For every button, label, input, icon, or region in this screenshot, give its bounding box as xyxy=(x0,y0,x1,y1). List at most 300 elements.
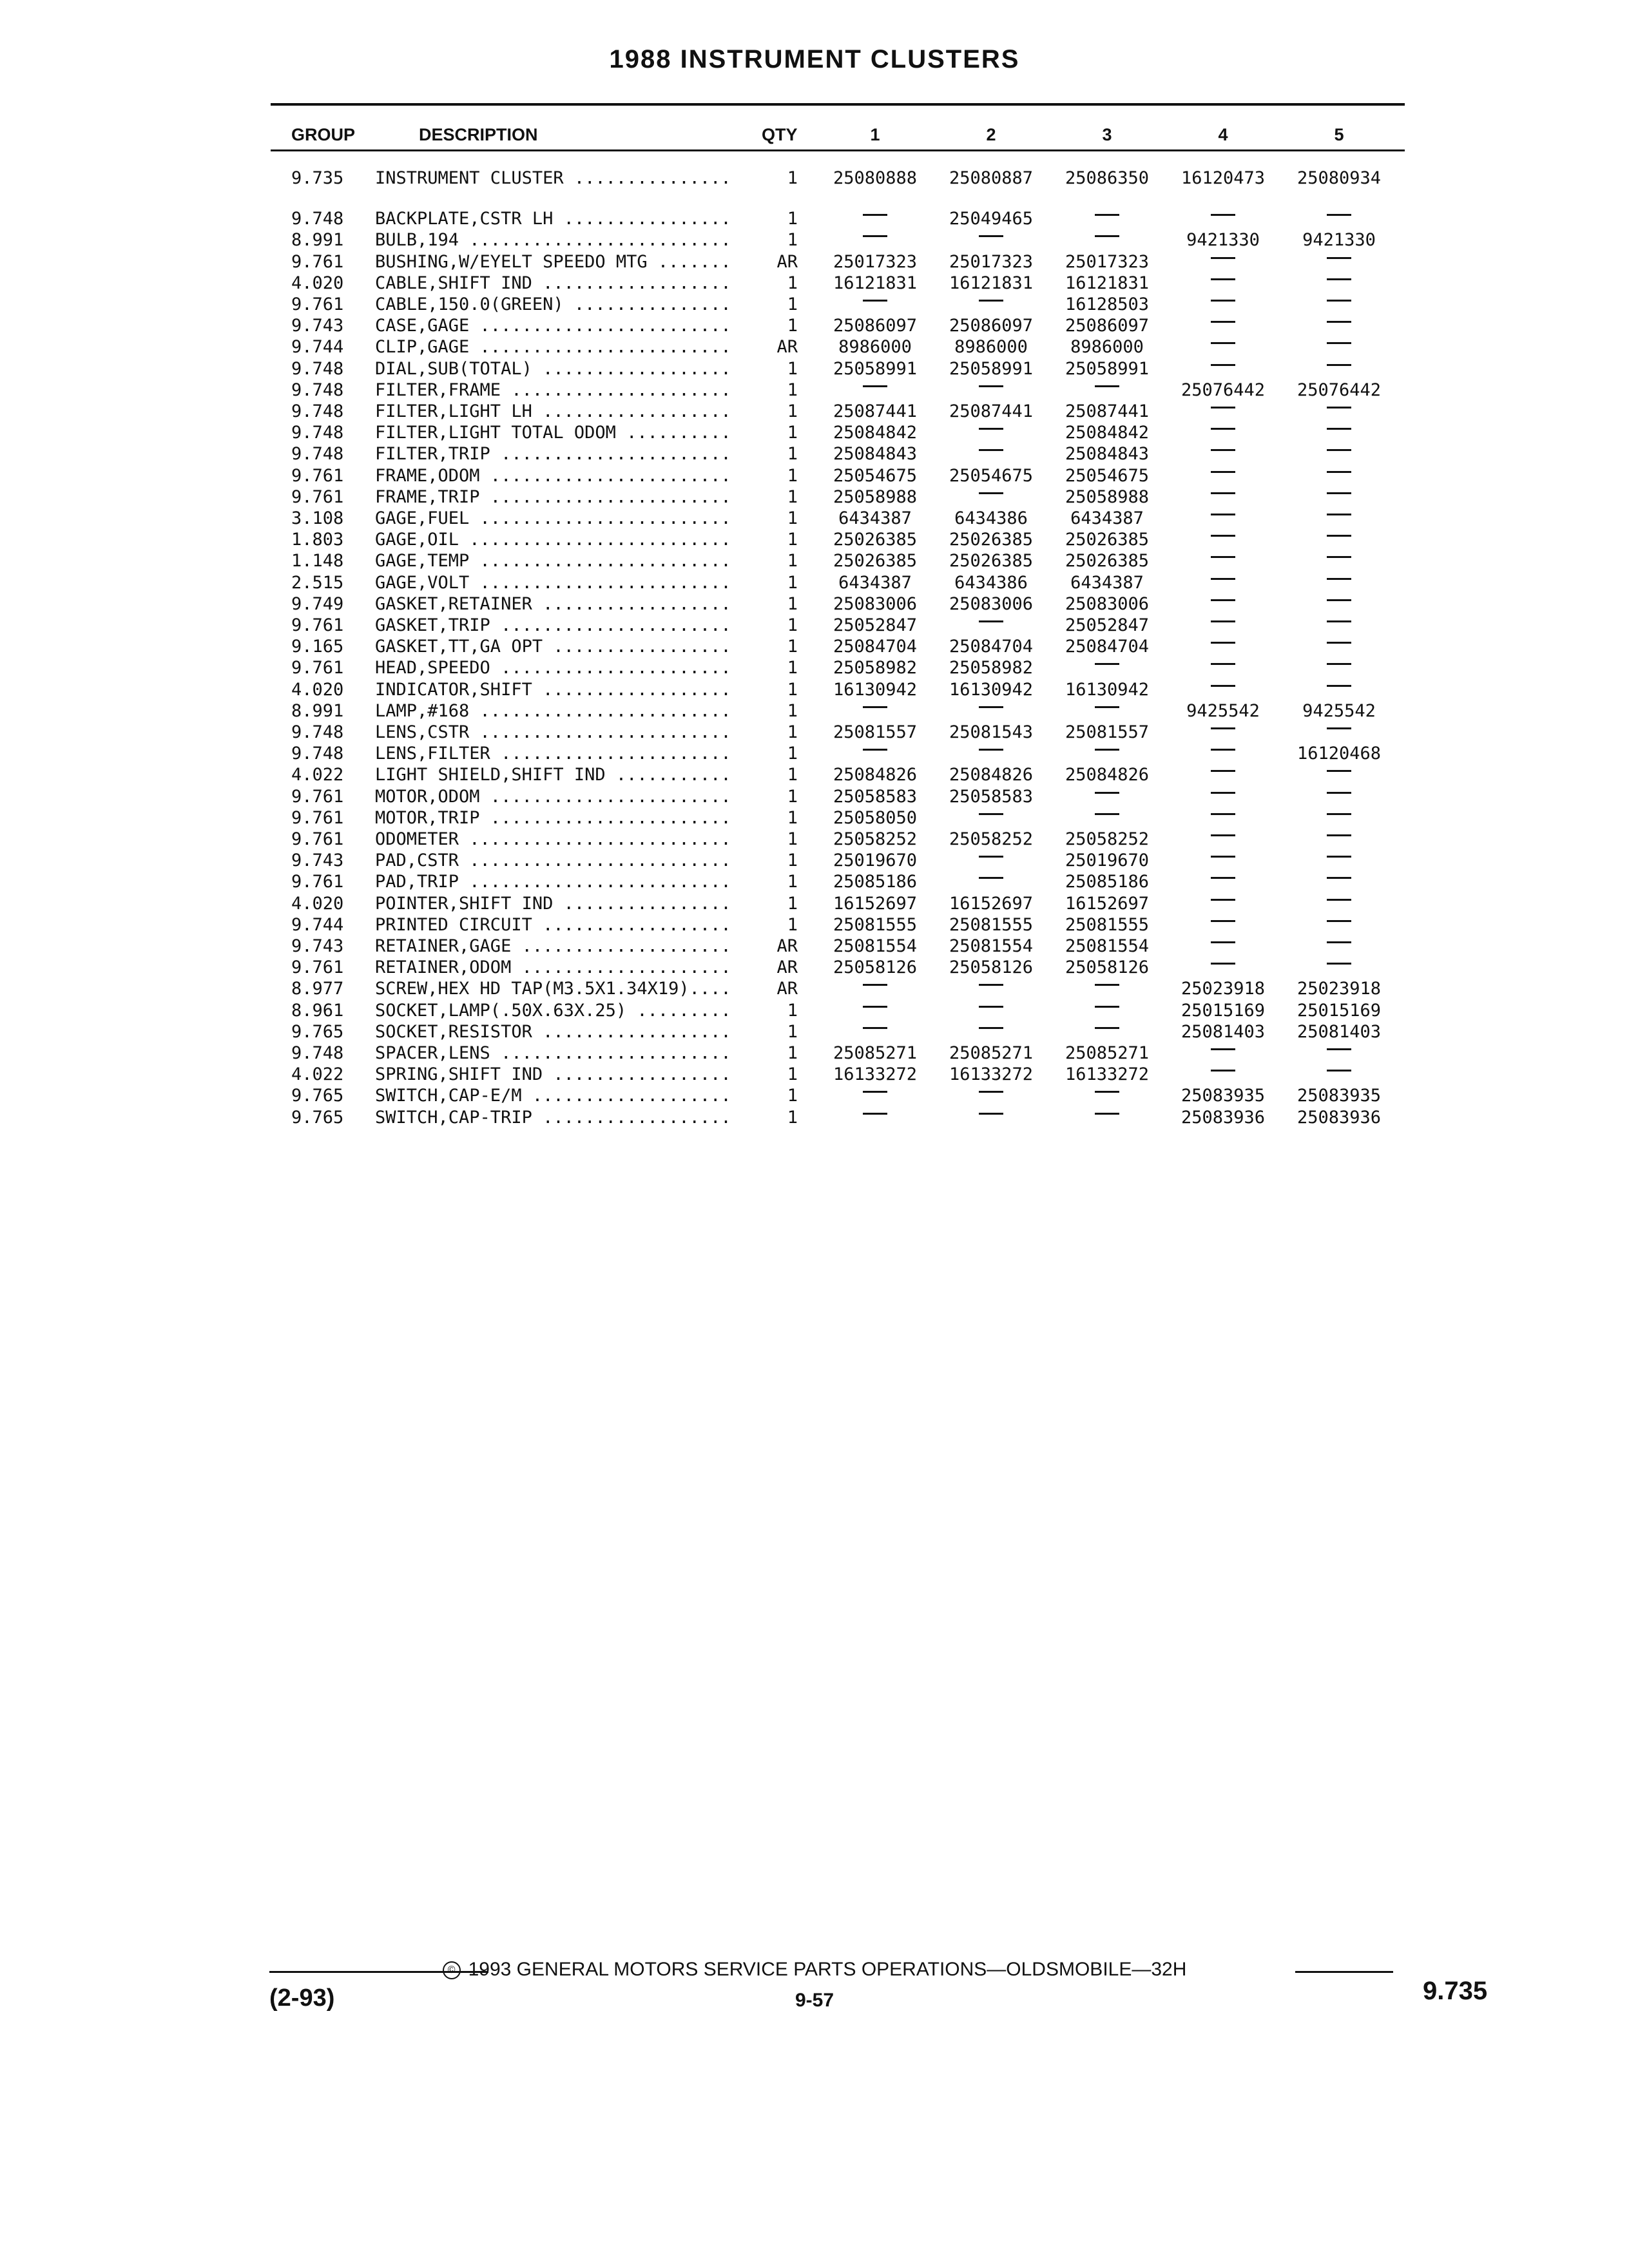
dash-mark xyxy=(863,984,887,986)
dash-mark xyxy=(1327,899,1351,901)
group-cell: 1.148 xyxy=(291,551,344,572)
part-number-cell: 16130942 xyxy=(1065,679,1150,700)
dash-mark xyxy=(1327,428,1351,430)
group-cell: 9.165 xyxy=(291,637,344,657)
description-cell: GAGE,OIL ......................... xyxy=(375,530,731,550)
description-cell: FILTER,FRAME ..................... xyxy=(375,380,731,400)
empty-dash-cell xyxy=(817,978,933,999)
part-number-cell: 25054675 xyxy=(833,465,918,486)
dash-mark xyxy=(1327,278,1351,280)
dash-mark xyxy=(979,385,1003,387)
description-cell: SPACER,LENS ...................... xyxy=(375,1043,731,1063)
part-number-cell: 25058991 xyxy=(1065,358,1150,379)
qty-cell: 1 xyxy=(787,893,798,914)
dash-mark xyxy=(1211,578,1235,580)
part-number-cell: 25085186 xyxy=(833,872,918,892)
group-cell: 9.744 xyxy=(291,337,344,358)
part-number-cell: 25017323 xyxy=(1065,251,1150,272)
group-cell: 9.761 xyxy=(291,615,344,635)
group-cell: 8.991 xyxy=(291,230,344,251)
empty-dash-cell xyxy=(1165,251,1281,273)
empty-dash-cell xyxy=(933,807,1049,829)
group-cell: 4.020 xyxy=(291,893,344,914)
dash-mark xyxy=(1211,364,1235,366)
dash-mark xyxy=(979,1091,1003,1093)
part-number-cell: 25026385 xyxy=(1065,530,1150,550)
empty-dash-cell xyxy=(1165,550,1281,572)
group-cell: 9.761 xyxy=(291,486,344,507)
empty-dash-cell xyxy=(1281,593,1397,615)
dash-mark xyxy=(1211,813,1235,815)
empty-dash-cell xyxy=(1049,208,1165,229)
dash-mark xyxy=(1327,556,1351,558)
part-number-cell: 25083935 xyxy=(1296,1086,1382,1106)
part-number-cell: 25017323 xyxy=(949,251,1034,272)
empty-dash-cell xyxy=(1165,1064,1281,1085)
group-cell: 9.761 xyxy=(291,872,344,892)
copyright-icon: © xyxy=(443,1961,461,1979)
part-number-cell: 25086350 xyxy=(1065,168,1150,188)
qty-cell: 1 xyxy=(787,444,798,465)
part-number-cell: 25026385 xyxy=(1065,551,1150,572)
part-number-cell: 25084826 xyxy=(833,765,918,785)
dash-mark xyxy=(863,214,887,216)
description-cell: GASKET,TT,GA OPT ................. xyxy=(375,637,731,657)
part-number-cell: 25019670 xyxy=(1065,850,1150,871)
part-number-cell: 25017323 xyxy=(833,251,918,272)
dash-mark xyxy=(863,385,887,387)
qty-cell: 1 xyxy=(787,679,798,700)
empty-dash-cell xyxy=(1281,358,1397,380)
empty-dash-cell xyxy=(1165,871,1281,892)
group-cell: 9.761 xyxy=(291,658,344,678)
part-number-cell: 25015169 xyxy=(1296,1000,1382,1021)
group-cell: 9.761 xyxy=(291,786,344,807)
top-rule xyxy=(271,103,1405,106)
header-description: DESCRIPTION xyxy=(419,125,538,144)
dash-mark xyxy=(1095,1091,1119,1093)
qty-cell: AR xyxy=(776,979,798,999)
group-cell: 9.748 xyxy=(291,444,344,465)
dash-mark xyxy=(1095,663,1119,665)
description-cell: GAGE,VOLT ........................ xyxy=(375,572,731,593)
group-cell: 9.748 xyxy=(291,722,344,742)
part-number-cell: 25085271 xyxy=(1065,1043,1150,1063)
part-number-cell: 25058126 xyxy=(833,957,918,978)
dash-mark xyxy=(1211,663,1235,665)
description-cell: SOCKET,RESISTOR .................. xyxy=(375,1021,731,1042)
group-cell: 9.761 xyxy=(291,294,344,314)
part-number-cell: 25083006 xyxy=(833,593,918,614)
dash-mark xyxy=(1095,706,1119,708)
description-cell: BACKPLATE,CSTR LH ................ xyxy=(375,209,731,229)
part-number-cell: 8986000 xyxy=(954,337,1028,358)
qty-cell: 1 xyxy=(787,168,798,188)
part-number-cell: 25084826 xyxy=(1065,765,1150,785)
qty-cell: 1 xyxy=(787,850,798,871)
part-number-cell: 25023918 xyxy=(1181,979,1266,999)
empty-dash-cell xyxy=(1281,486,1397,508)
dash-mark xyxy=(1211,278,1235,280)
description-cell: POINTER,SHIFT IND ................ xyxy=(375,893,731,914)
empty-dash-cell xyxy=(933,615,1049,636)
dash-mark xyxy=(979,620,1003,622)
dash-mark xyxy=(979,428,1003,430)
dash-mark xyxy=(1327,364,1351,366)
group-cell: 8.961 xyxy=(291,1000,344,1021)
empty-dash-cell xyxy=(817,700,933,722)
part-number-cell: 25084826 xyxy=(949,765,1034,785)
empty-dash-cell xyxy=(1281,807,1397,829)
qty-cell: 1 xyxy=(787,637,798,657)
part-number-cell: 16121831 xyxy=(1065,273,1150,293)
qty-cell: 1 xyxy=(787,1086,798,1106)
dash-mark xyxy=(979,235,1003,237)
dash-mark xyxy=(1211,792,1235,794)
empty-dash-cell xyxy=(1281,829,1397,850)
empty-dash-cell xyxy=(1281,465,1397,486)
empty-dash-cell xyxy=(1281,1064,1397,1085)
dash-mark xyxy=(1211,685,1235,687)
part-number-cell: 25052847 xyxy=(833,615,918,635)
group-cell: 3.108 xyxy=(291,508,344,528)
part-number-cell: 25058583 xyxy=(833,786,918,807)
empty-dash-cell xyxy=(1165,957,1281,978)
part-number-cell: 25026385 xyxy=(949,530,1034,550)
empty-dash-cell xyxy=(817,1021,933,1043)
empty-dash-cell xyxy=(1281,657,1397,678)
dash-mark xyxy=(979,1113,1003,1115)
qty-cell: 1 xyxy=(787,530,798,550)
dash-mark xyxy=(1327,792,1351,794)
description-cell: LAMP,#168 ........................ xyxy=(375,700,731,721)
empty-dash-cell xyxy=(1165,294,1281,315)
qty-cell: AR xyxy=(776,936,798,956)
dash-mark xyxy=(1327,300,1351,302)
empty-dash-cell xyxy=(1281,550,1397,572)
part-number-cell: 25081557 xyxy=(1065,722,1150,742)
dash-mark xyxy=(1095,214,1119,216)
empty-dash-cell xyxy=(1165,829,1281,850)
group-cell: 9.761 xyxy=(291,807,344,828)
group-cell: 1.803 xyxy=(291,530,344,550)
group-cell: 4.020 xyxy=(291,679,344,700)
part-number-cell: 25084704 xyxy=(833,637,918,657)
part-number-cell: 25076442 xyxy=(1181,380,1266,400)
dash-mark xyxy=(1327,877,1351,879)
part-number-cell: 25080888 xyxy=(833,168,918,188)
empty-dash-cell xyxy=(1165,358,1281,380)
description-cell: ODOMETER ......................... xyxy=(375,829,731,849)
part-number-cell: 16152697 xyxy=(949,893,1034,914)
dash-mark xyxy=(1095,984,1119,986)
description-cell: SWITCH,CAP-E/M ................... xyxy=(375,1086,731,1106)
empty-dash-cell xyxy=(933,978,1049,999)
qty-cell: 1 xyxy=(787,294,798,314)
empty-dash-cell xyxy=(1281,508,1397,529)
empty-dash-cell xyxy=(933,229,1049,251)
empty-dash-cell xyxy=(1165,593,1281,615)
part-number-cell: 25054675 xyxy=(949,465,1034,486)
empty-dash-cell xyxy=(1281,1043,1397,1064)
header-qty: QTY xyxy=(762,125,798,144)
empty-dash-cell xyxy=(1165,679,1281,700)
description-cell: CASE,GAGE ........................ xyxy=(375,316,731,336)
dash-mark xyxy=(979,300,1003,302)
empty-dash-cell xyxy=(1165,914,1281,936)
part-number-cell: 16121831 xyxy=(833,273,918,293)
part-number-cell: 25083936 xyxy=(1181,1107,1266,1128)
empty-dash-cell xyxy=(1165,615,1281,636)
empty-dash-cell xyxy=(1165,722,1281,743)
empty-dash-cell xyxy=(1281,208,1397,229)
part-number-cell: 25084704 xyxy=(949,637,1034,657)
empty-dash-cell xyxy=(1165,636,1281,657)
empty-dash-cell xyxy=(1165,486,1281,508)
header-rule xyxy=(271,149,1405,151)
part-number-cell: 25087441 xyxy=(1065,401,1150,421)
section-number: 9.735 xyxy=(1423,1977,1488,2005)
dash-mark xyxy=(979,706,1003,708)
part-number-cell: 25058982 xyxy=(949,658,1034,678)
dash-mark xyxy=(1327,1070,1351,1072)
dash-mark xyxy=(1211,449,1235,451)
header-col-2: 2 xyxy=(986,125,996,144)
empty-dash-cell xyxy=(1281,273,1397,294)
dash-mark xyxy=(863,1027,887,1029)
group-cell: 9.761 xyxy=(291,957,344,978)
part-number-cell: 25081554 xyxy=(833,936,918,956)
dash-mark xyxy=(1211,899,1235,901)
empty-dash-cell xyxy=(1049,786,1165,807)
part-number-cell: 25081555 xyxy=(1065,914,1150,935)
part-number-cell: 25081555 xyxy=(833,914,918,935)
dash-mark xyxy=(1327,578,1351,580)
description-cell: LIGHT SHIELD,SHIFT IND ........... xyxy=(375,765,731,785)
empty-dash-cell xyxy=(933,743,1049,764)
dash-mark xyxy=(1211,428,1235,430)
dash-mark xyxy=(1327,407,1351,408)
qty-cell: 1 xyxy=(787,358,798,379)
group-cell: 9.748 xyxy=(291,380,344,400)
dash-mark xyxy=(1327,321,1351,323)
empty-dash-cell xyxy=(933,380,1049,401)
empty-dash-cell xyxy=(1165,465,1281,486)
dash-mark xyxy=(1327,663,1351,665)
part-number-cell: 25026385 xyxy=(833,530,918,550)
dash-mark xyxy=(1211,535,1235,537)
empty-dash-cell xyxy=(1281,914,1397,936)
empty-dash-cell xyxy=(1281,893,1397,914)
qty-cell: 1 xyxy=(787,316,798,336)
empty-dash-cell xyxy=(1281,764,1397,785)
group-cell: 9.748 xyxy=(291,423,344,443)
qty-cell: 1 xyxy=(787,551,798,572)
empty-dash-cell xyxy=(817,743,933,764)
part-number-cell: 25058050 xyxy=(833,807,918,828)
part-number-cell: 25058583 xyxy=(949,786,1034,807)
empty-dash-cell xyxy=(933,700,1049,722)
dash-mark xyxy=(979,449,1003,451)
group-cell: 9.744 xyxy=(291,914,344,935)
part-number-cell: 25085271 xyxy=(833,1043,918,1063)
dash-mark xyxy=(1095,813,1119,815)
empty-dash-cell xyxy=(933,1021,1049,1043)
group-cell: 9.765 xyxy=(291,1086,344,1106)
header-col-1: 1 xyxy=(870,125,880,144)
dash-mark xyxy=(1211,941,1235,943)
empty-dash-cell xyxy=(1281,871,1397,892)
empty-dash-cell xyxy=(817,229,933,251)
empty-dash-cell xyxy=(1281,251,1397,273)
description-cell: SWITCH,CAP-TRIP .................. xyxy=(375,1107,731,1128)
dash-mark xyxy=(1211,856,1235,858)
qty-cell: 1 xyxy=(787,209,798,229)
part-number-cell: 16121831 xyxy=(949,273,1034,293)
qty-cell: 1 xyxy=(787,572,798,593)
dash-mark xyxy=(1327,770,1351,772)
part-number-cell: 16133272 xyxy=(949,1064,1034,1085)
dash-mark xyxy=(1211,556,1235,558)
description-cell: GASKET,RETAINER .................. xyxy=(375,593,731,614)
description-cell: RETAINER,GAGE .................... xyxy=(375,936,731,956)
dash-mark xyxy=(1095,1006,1119,1008)
empty-dash-cell xyxy=(817,380,933,401)
dash-mark xyxy=(1327,514,1351,515)
group-cell: 4.022 xyxy=(291,1064,344,1085)
description-cell: INSTRUMENT CLUSTER ............... xyxy=(375,168,731,188)
header-col-4: 4 xyxy=(1218,125,1228,144)
description-cell: PAD,CSTR ......................... xyxy=(375,850,731,871)
qty-cell: 1 xyxy=(787,486,798,507)
description-cell: MOTOR,ODOM ....................... xyxy=(375,786,731,807)
group-cell: 4.022 xyxy=(291,765,344,785)
group-cell: 9.743 xyxy=(291,850,344,871)
dash-mark xyxy=(979,877,1003,879)
part-number-cell: 25058252 xyxy=(949,829,1034,849)
description-cell: GAGE,TEMP ........................ xyxy=(375,551,731,572)
qty-cell: AR xyxy=(776,337,798,358)
part-number-cell: 9425542 xyxy=(1302,700,1376,721)
dash-mark xyxy=(863,1091,887,1093)
part-number-cell: 25081555 xyxy=(949,914,1034,935)
group-cell: 8.991 xyxy=(291,700,344,721)
empty-dash-cell xyxy=(1165,273,1281,294)
dash-mark xyxy=(1211,342,1235,344)
dash-mark xyxy=(1327,941,1351,943)
group-cell: 9.735 xyxy=(291,168,344,188)
part-number-cell: 25083935 xyxy=(1181,1086,1266,1106)
dash-mark xyxy=(1327,449,1351,451)
empty-dash-cell xyxy=(1281,786,1397,807)
qty-cell: 1 xyxy=(787,1064,798,1085)
part-number-cell: 16152697 xyxy=(833,893,918,914)
empty-dash-cell xyxy=(1281,679,1397,700)
part-number-cell: 25054675 xyxy=(1065,465,1150,486)
dash-mark xyxy=(1211,620,1235,622)
qty-cell: 1 xyxy=(787,273,798,293)
dash-mark xyxy=(1095,792,1119,794)
empty-dash-cell xyxy=(1049,700,1165,722)
dash-mark xyxy=(1211,920,1235,922)
part-number-cell: 25080887 xyxy=(949,168,1034,188)
empty-dash-cell xyxy=(1165,572,1281,593)
description-cell: LENS,CSTR ........................ xyxy=(375,722,731,742)
description-cell: SCREW,HEX HD TAP(M3.5X1.34X19).... xyxy=(375,979,731,999)
qty-cell: 1 xyxy=(787,765,798,785)
qty-cell: 1 xyxy=(787,465,798,486)
dash-mark xyxy=(1211,321,1235,323)
part-number-cell: 8986000 xyxy=(1070,337,1144,358)
part-number-cell: 25085271 xyxy=(949,1043,1034,1063)
empty-dash-cell xyxy=(1165,422,1281,443)
description-cell: CABLE,150.0(GREEN) ............... xyxy=(375,294,731,314)
description-cell: PRINTED CIRCUIT .................. xyxy=(375,914,731,935)
qty-cell: 1 xyxy=(787,1043,798,1063)
part-number-cell: 16120473 xyxy=(1181,168,1266,188)
part-number-cell: 25084843 xyxy=(1065,444,1150,465)
empty-dash-cell xyxy=(933,1000,1049,1021)
empty-dash-cell xyxy=(1281,722,1397,743)
empty-dash-cell xyxy=(1049,1085,1165,1106)
empty-dash-cell xyxy=(817,1107,933,1128)
description-cell: FRAME,TRIP ....................... xyxy=(375,486,731,507)
part-number-cell: 25058988 xyxy=(833,486,918,507)
empty-dash-cell xyxy=(1281,936,1397,957)
dash-mark xyxy=(1211,214,1235,216)
empty-dash-cell xyxy=(1165,336,1281,358)
part-number-cell: 25081554 xyxy=(949,936,1034,956)
empty-dash-cell xyxy=(1165,743,1281,764)
description-cell: PAD,TRIP ......................... xyxy=(375,872,731,892)
part-number-cell: 16152697 xyxy=(1065,893,1150,914)
empty-dash-cell xyxy=(1281,850,1397,871)
empty-dash-cell xyxy=(1165,401,1281,422)
dash-mark xyxy=(863,749,887,751)
part-number-cell: 9421330 xyxy=(1302,230,1376,251)
dash-mark xyxy=(979,856,1003,858)
empty-dash-cell xyxy=(933,1085,1049,1106)
description-cell: MOTOR,TRIP ....................... xyxy=(375,807,731,828)
description-cell: RETAINER,ODOM .................... xyxy=(375,957,731,978)
empty-dash-cell xyxy=(1165,850,1281,871)
part-number-cell: 25080934 xyxy=(1296,168,1382,188)
dash-mark xyxy=(1327,834,1351,836)
header-col-5: 5 xyxy=(1334,125,1344,144)
group-cell: 4.020 xyxy=(291,273,344,293)
description-cell: CLIP,GAGE ........................ xyxy=(375,337,731,358)
qty-cell: 1 xyxy=(787,658,798,678)
dash-mark xyxy=(863,1113,887,1115)
part-number-cell: 25084842 xyxy=(833,423,918,443)
qty-cell: 1 xyxy=(787,593,798,614)
empty-dash-cell xyxy=(1049,1021,1165,1043)
empty-dash-cell xyxy=(1281,422,1397,443)
dash-mark xyxy=(979,1027,1003,1029)
empty-dash-cell xyxy=(1281,336,1397,358)
part-number-cell: 25026385 xyxy=(833,551,918,572)
group-cell: 8.977 xyxy=(291,979,344,999)
empty-dash-cell xyxy=(1281,443,1397,465)
part-number-cell: 6434387 xyxy=(1070,572,1144,593)
footer-copyright-text: 1993 GENERAL MOTORS SERVICE PARTS OPERATIONS—OLDSMOBILE—32H xyxy=(468,1959,1187,1980)
dash-mark xyxy=(1211,963,1235,965)
dash-mark xyxy=(1211,834,1235,836)
part-number-cell: 25081543 xyxy=(949,722,1034,742)
part-number-cell: 16120468 xyxy=(1296,744,1382,764)
page-title: 1988 INSTRUMENT CLUSTERS xyxy=(609,45,1020,73)
part-number-cell: 6434387 xyxy=(1070,508,1144,528)
